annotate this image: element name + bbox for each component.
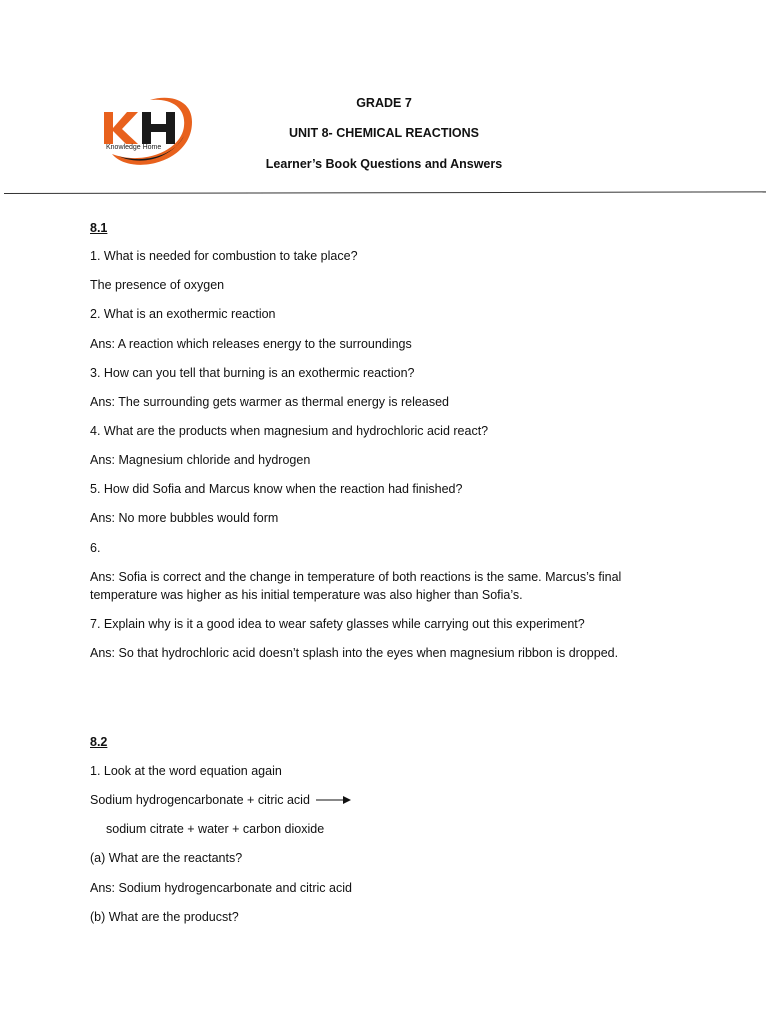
word-equation-left <box>90 791 690 810</box>
question-5: 5. How did Sofia and Marcus know when the reaction had finished? <box>90 482 463 496</box>
knowledge-home-logo <box>100 92 196 172</box>
question-1: 1. What is needed for combustion to take place? <box>90 249 358 263</box>
grade-heading: GRADE 7 <box>356 96 412 110</box>
question-3: 3. How can you tell that burning is an exothermic reaction? <box>90 366 415 380</box>
equation-reactants-text: Sodium hydrogencarbonate + citric acid <box>90 793 310 807</box>
answer-1: The presence of oxygen <box>90 278 225 292</box>
document-subtitle: Learner’s Book Questions and Answers <box>265 157 503 171</box>
answer-5: Ans: No more bubbles would form <box>90 511 279 525</box>
question-2: 2. What is an exothermic reaction <box>90 307 276 321</box>
answer-2: Ans: A reaction which releases energy to the surroundings <box>90 337 412 351</box>
question-6: 6. <box>90 541 101 555</box>
answer-6: Ans: Sofia is correct and the change in temperature of both reactions is the same. Marcus’s final temperature was higher as his initial temperature was also higher than Sofia’s. <box>90 570 622 602</box>
question-8-2-b: (b) What are the producst? <box>90 910 239 924</box>
header-divider <box>4 191 766 194</box>
logo-tagline: Knowledge Home <box>106 144 162 151</box>
word-equation-right: sodium citrate + water + carbon dioxide <box>106 822 325 836</box>
answer-4: Ans: Magnesium chloride and hydrogen <box>90 453 311 467</box>
answer-7: Ans: So that hydrochloric acid doesn’t splash into the eyes when magnesium ribbon is dropped. <box>90 646 619 660</box>
question-4: 4. What are the products when magnesium and hydrochloric acid react? <box>90 424 489 438</box>
unit-heading: UNIT 8- CHEMICAL REACTIONS <box>288 126 480 140</box>
question-8-2-a: (a) What are the reactants? <box>90 851 243 865</box>
question-8-2-1: 1. Look at the word equation again <box>90 764 282 778</box>
section-heading-8-1: 8.1 <box>90 221 108 235</box>
answer-3: Ans: The surrounding gets warmer as thermal energy is released <box>90 395 449 409</box>
right-arrow-icon <box>316 792 352 810</box>
section-heading-8-2: 8.2 <box>90 735 108 749</box>
answer-8-2-a: Ans: Sodium hydrogencarbonate and citric acid <box>90 881 352 895</box>
question-7: 7. Explain why is it a good idea to wear safety glasses while carrying out this experiment? <box>90 617 585 631</box>
